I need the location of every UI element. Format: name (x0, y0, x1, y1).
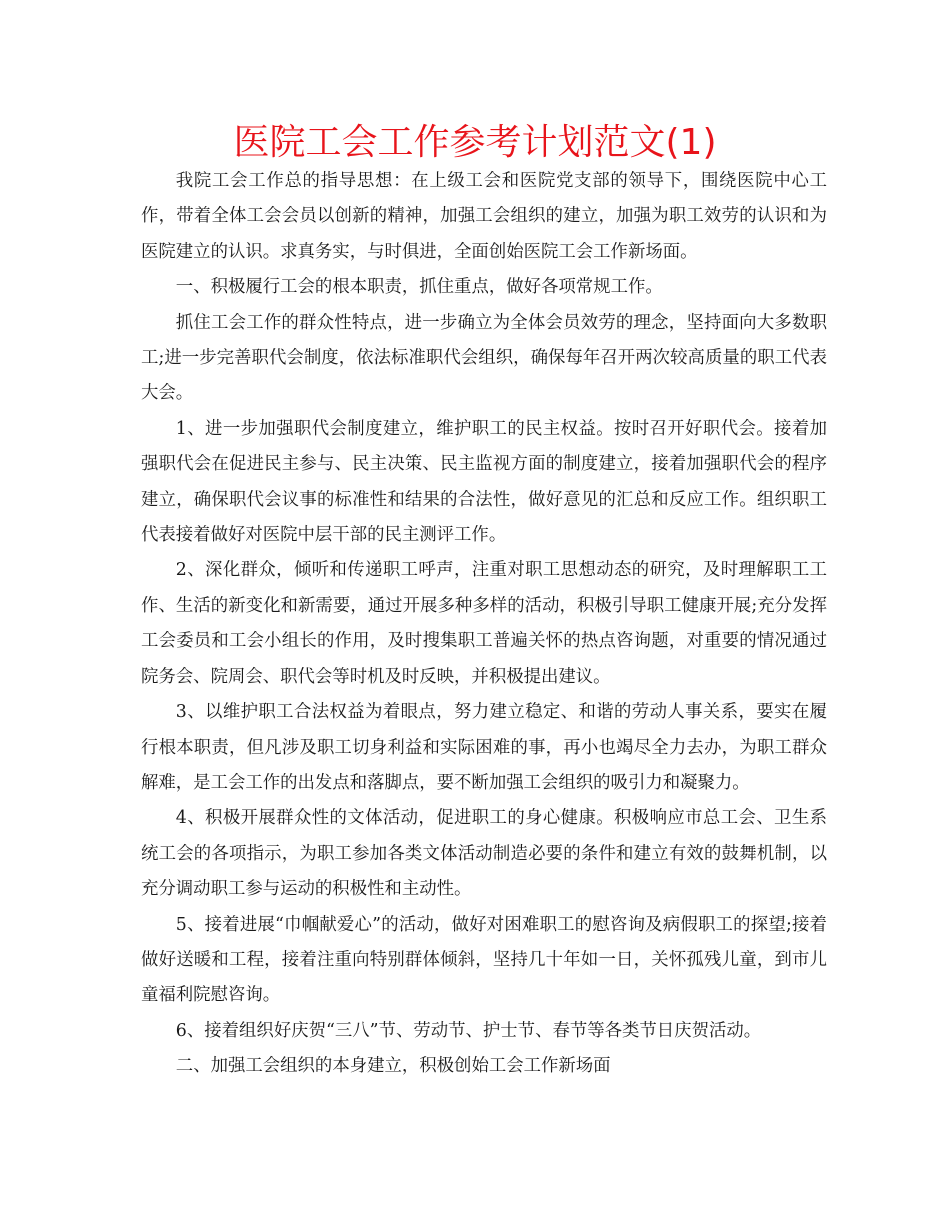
paragraph-item-5: 5、接着进展“巾帼献爱心”的活动，做好对困难职工的慰咨询及病假职工的探望;接着做好送暖和工程，接着注重向特别群体倾斜，坚持几十年如一日，关怀孤残儿童，到市儿童福利院慰咨询。 (141, 914, 827, 1006)
paragraph-item-1: 1、进一步加强职代会制度建立，维护职工的民主权益。按时召开好职代会。接着加强职代会在促进民主参与、民主决策、民主监视方面的制度建立，接着加强职代会的程序建立，确保职代会议事的标准性和结果的合法性，做好意见的汇总和反应工作。组织职工代表接着做好对医院中层干部的民主测评工作。 (141, 418, 827, 546)
section-heading-1: 一、积极履行工会的根本职责，抓住重点，做好各项常规工作。 (175, 277, 663, 298)
paragraph-mass-character: 抓住工会工作的群众性特点，进一步确立为全体会员效劳的理念，坚持面向大多数职工;进一步完善职代会制度，依法标准职代会组织，确保每年召开两次较高质量的职工代表大会。 (141, 312, 827, 404)
document-body (141, 164, 827, 1085)
paragraph-item-3: 3、以维护职工合法权益为着眼点，努力建立稳定、和谐的劳动人事关系，要实在履行根本职责，但凡涉及职工切身利益和实际困难的事，再小也竭尽全力去办，为职工群众解难，是工会工作的出发点和落脚点，要不断加强工会组织的吸引力和凝聚力。 (141, 702, 827, 793)
document-title: 医院工会工作参考计划范文(1) (233, 122, 717, 163)
paragraph-item-2: 2、深化群众，倾听和传递职工呼声，注重对职工思想动态的研究，及时理解职工工作、生活的新变化和新需要，通过开展多种多样的活动，积极引导职工健康开展;充分发挥工会委员和工会小组长的作用，及时搜集职工普遍关怀的热点咨询题，对重要的情况通过院务会、院周会、职代会等时机及时反映，并积极提出建议。 (141, 560, 827, 687)
paragraph-item-4: 4、积极开展群众性的文体活动，促进职工的身心健康。积极响应市总工会、卫生系统工会的各项指示，为职工参加各类文体活动制造必要的条件和建立有效的鼓舞机制，以充分调动职工参与运动的积极性和主动性。 (141, 808, 827, 900)
section-heading-2: 二、加强工会组织的本身建立，积极创始工会工作新场面 (175, 1056, 611, 1077)
paragraph-item-6: 6、接着组织好庆贺“三八”节、劳动节、护士节、春节等各类节日庆贺活动。 (175, 1020, 762, 1041)
paragraph-guiding-thought: 我院工会工作总的指导思想：在上级工会和医院党支部的领导下，围绕医院中心工作，带着全体工会会员以创新的精神，加强工会组织的建立，加强为职工效劳的认识和为医院建立的认识。求真务实，与时俱进，全面创始医院工会工作新场面。 (141, 171, 827, 262)
